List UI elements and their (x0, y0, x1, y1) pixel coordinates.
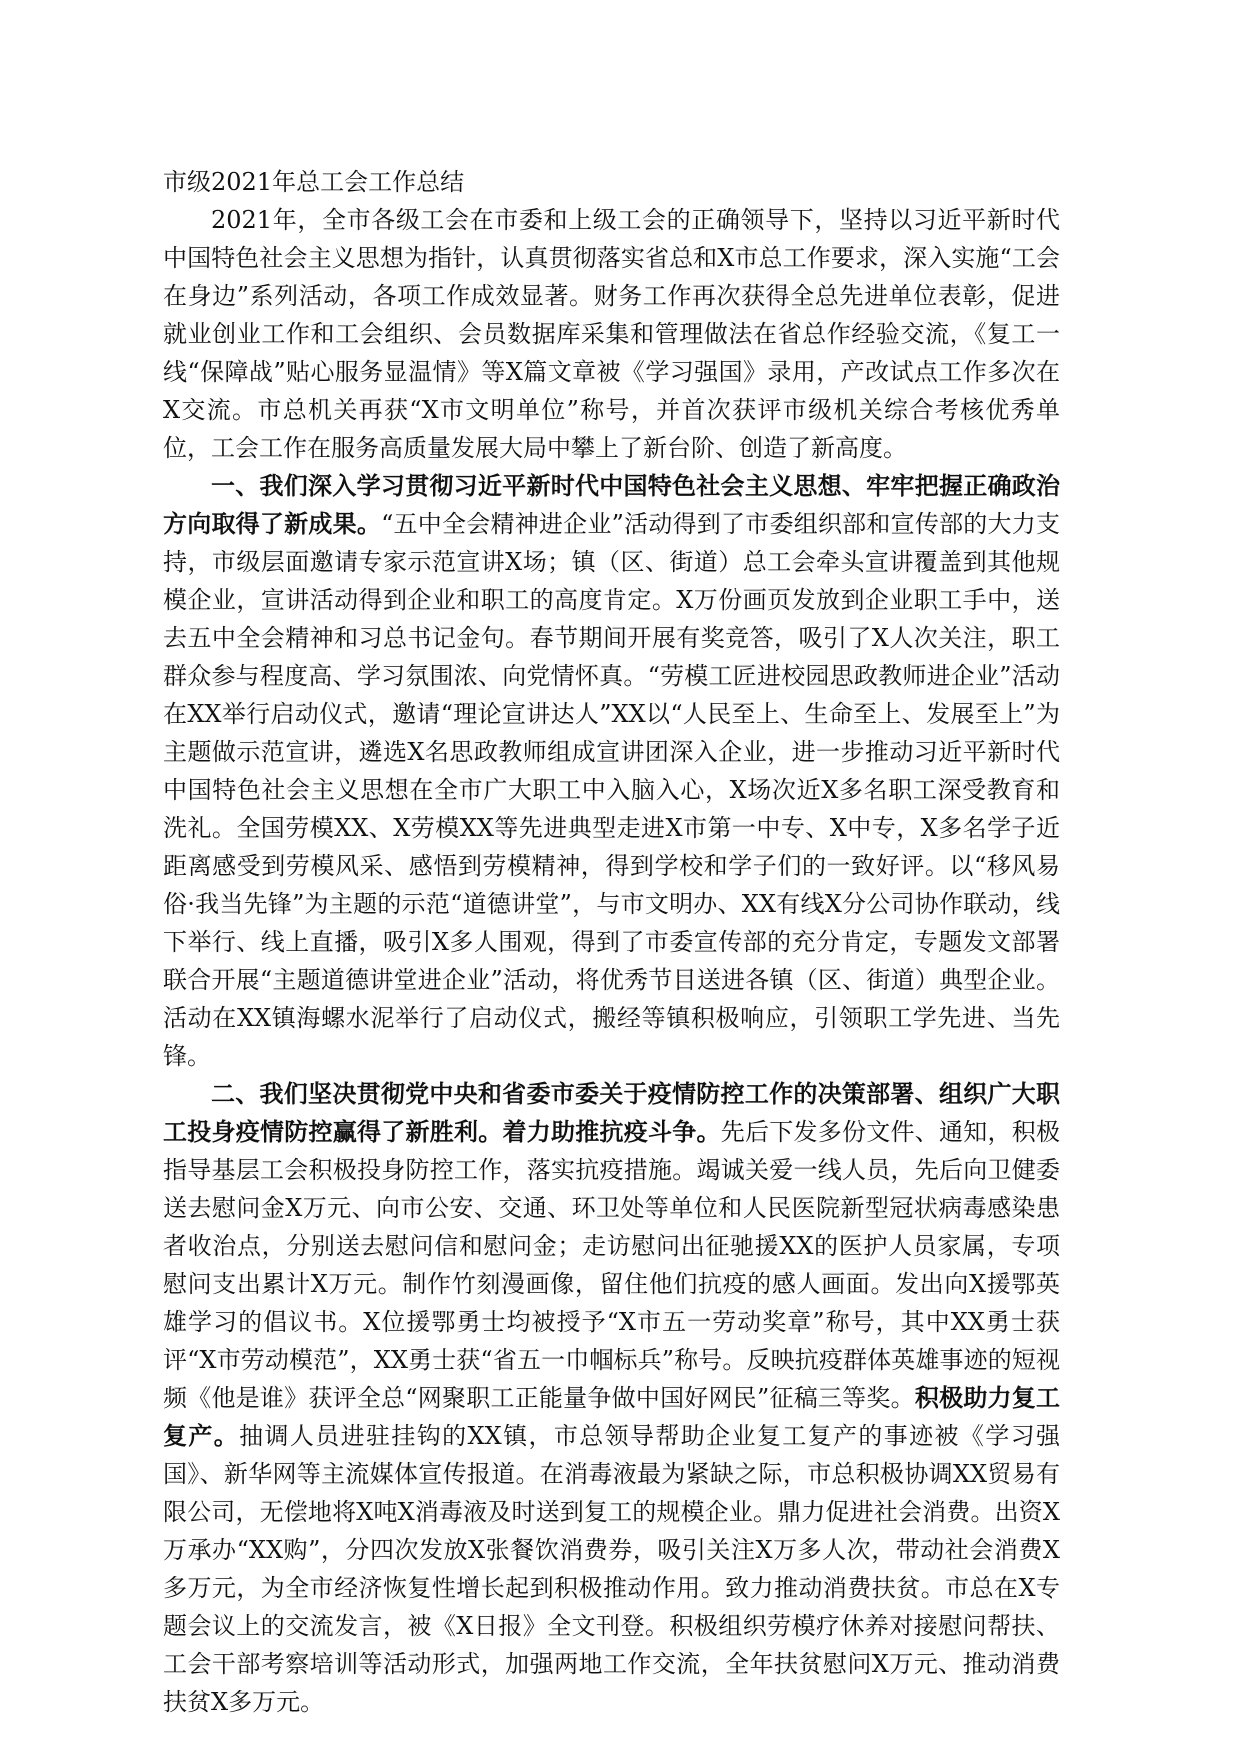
paragraph-intro-text: 2021年，全市各级工会在市委和上级工会的正确领导下，坚持以习近平新时代中国特色社会主义思想为指针，认真贯彻落实省总和X市总工作要求，深入实施“工会在身边”系列活动，各项工作成效显著。财务工作再次获得全总先进单位表彰，促进就业创业工作和工会组织、会员数据库采集和管理做法在省总作经验交流，《复工一线“保障战”贴心服务显温情》等X篇文章被《学习强国》录用，产改试点工作多次在X交流。市总机关再获“X市文明单位”称号，并首次获评市级机关综合考核优秀单位，工会工作在服务高质量发展大局中攀上了新台阶、创造了新高度。 (163, 206, 1060, 462)
paragraph-intro (163, 201, 1060, 467)
paragraph-section-one (163, 467, 1060, 1075)
section-two-body-part-two: 抽调人员进驻挂钩的XX镇，市总领导帮助企业复工复产的事迹被《学习强国》、新华网等主流媒体宣传报道。在消毒液最为紧缺之际，市总积极协调XX贸易有限公司，无偿地将X吨X消毒液及时送到复工的规模企业。鼎力促进社会消费。出资X万承办“XX购”，分四次发放X张餐饮消费券，吸引关注X万多人次，带动社会消费X多万元，为全市经济恢复性增长起到积极推动作用。致力推动消费扶贫。市总在X专题会议上的交流发言，被《X日报》全文刊登。积极组织劳模疗休养对接慰问帮扶、工会干部考察培训等活动形式，加强两地工作交流，全年扶贫慰问X万元、推动消费扶贫X多万元。 (163, 1422, 1061, 1716)
section-two-subheading: 积极助力复工复产。 (163, 1383, 1061, 1450)
paragraph-section-two (163, 1075, 1060, 1721)
section-one-heading: 一、我们深入学习贯彻习近平新时代中国特色社会主义思想、牢牢把握正确政治方向取得了新成果。 (163, 471, 1060, 538)
section-one-body: “五中全会精神进企业”活动得到了市委组织部和宣传部的大力支持，市级层面邀请专家示范宣讲X场；镇（区、街道）总工会牵头宣讲覆盖到其他规模企业，宣讲活动得到企业和职工的高度肯定。X万份画页发放到企业职工手中，送去五中全会精神和习总书记金句。春节期间开展有奖竞答，吸引了X人次关注，职工群众参与程度高、学习氛围浓、向党情怀真。“劳模工匠进校园思政教师进企业”活动在XX举行启动仪式，邀请“理论宣讲达人”XX以“人民至上、生命至上、发展至上”为主题做示范宣讲，遴选X名思政教师组成宣讲团深入企业，进一步推动习近平新时代中国特色社会主义思想在全市广大职工中入脑入心，X场次近X多名职工深受教育和洗礼。全国劳模XX、X劳模XX等先进典型走进X市第一中专、X中专，X多名学子近距离感受到劳模风采、感悟到劳模精神，得到学校和学子们的一致好评。以“移风易俗·我当先锋”为主题的示范“道德讲堂”，与市文明办、XX有线X分公司协作联动，线下举行、线上直播，吸引X多人围观，得到了市委宣传部的充分肯定，专题发文部署联合开展“主题道德讲堂进企业”活动，将优秀节目送进各镇（区、街道）典型企业。活动在XX镇海螺水泥举行了启动仪式，搬经等镇积极响应，引领职工学先进、当先锋。 (163, 510, 1060, 1070)
document-page (163, 163, 1060, 1721)
document-title: 市级2021年总工会工作总结 (163, 168, 465, 196)
section-two-heading: 二、我们坚决贯彻党中央和省委市委关于疫情防控工作的决策部署、组织广大职工投身疫情防控赢得了新胜利。着力助推抗疫斗争。 (163, 1079, 1060, 1146)
section-two-body-part-one: 先后下发多份文件、通知，积极指导基层工会积极投身防控工作，落实抗疫措施。竭诚关爱一线人员，先后向卫健委送去慰问金X万元、向市公安、交通、环卫处等单位和人民医院新型冠状病毒感染患者收治点，分别送去慰问信和慰问金；走访慰问出征驰援XX的医护人员家属，专项慰问支出累计X万元。制作竹刻漫画像，留住他们抗疫的感人画面。发出向X援鄂英雄学习的倡议书。X位援鄂勇士均被授予“X市五一劳动奖章”称号，其中XX勇士获评“X市劳动模范”，XX勇士获“省五一巾帼标兵”称号。反映抗疫群体英雄事迹的短视频《他是谁》获评全总“网聚职工正能量争做中国好网民”征稿三等奖。 (163, 1118, 1060, 1412)
